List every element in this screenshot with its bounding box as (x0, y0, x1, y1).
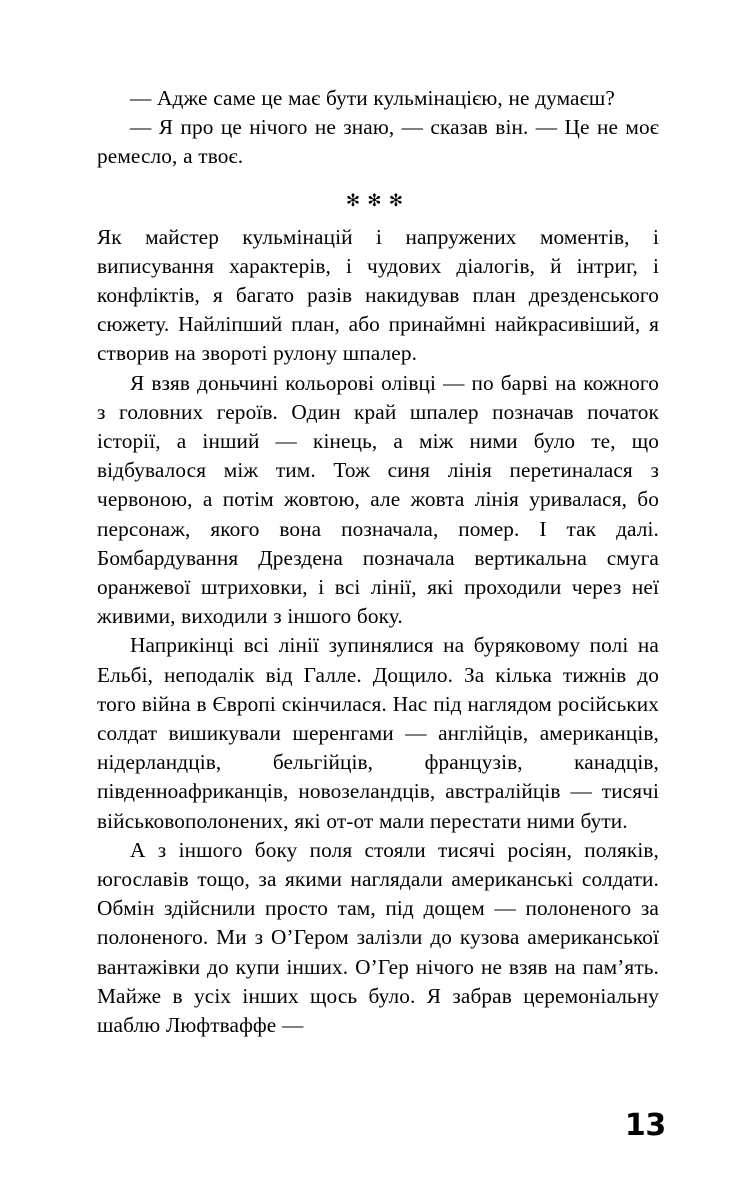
page-number: 13 (624, 1108, 666, 1143)
asterisk-icon: ✻ (367, 190, 389, 210)
asterisk-icon: ✻ (388, 190, 411, 210)
dialogue-line: — Я про це нічого не знаю, — сказав він. — Це не моє ремесло, а твоє. (97, 115, 659, 169)
body-paragraph: А з іншого боку поля стояли тисячі росіян, поляків, югославів тощо, за якими наглядали американські солдати. Обмін здійснили просто там, під дощем — полоненого за полоненого. Ми з О’Гером залізли до кузова американської вантажівки до купи інших. О’Гер нічого не взяв на пам’ять. Майже в усіх інших щось було. Я забрав церемоніальну шаблю Люфтваффе — (97, 837, 659, 1038)
dialogue-line: — Адже саме це має бути кульмінацією, не думаєш? (130, 86, 615, 110)
asterisk-icon: ✻ (345, 190, 368, 210)
text-column (97, 84, 659, 1040)
body-paragraph: Я взяв доньчині кольорові олівці — по барві на кожного з головних героїв. Один край шпалер позначав початок історії, а інший — кінець, а між ними було те, що відбувалося між тим. Тож синя лінія перетиналася з червоною, а потім жовтою, але жовта лінія уривалася, бо персонаж, якого вона позначала, помер. І так далі. Бомбардування Дрездена позначала вертикальна смуга оранжевої штриховки, і всі лінії, які проходили через неї живими, виходили з іншого боку. (97, 370, 659, 629)
dialogue-block (97, 84, 659, 172)
body-paragraph: Як майстер кульмінацій і напружених моментів, і виписування характерів, і чудових діалогів, й інтриг, і конфліктів, я багато разів накидував план дрезденського сюжету. Найліпший план, або принаймні найкрасивіший, я створив на звороті рулону шпалер. (97, 224, 659, 366)
scene-break-divider (97, 172, 659, 222)
body-paragraph: Наприкінці всі лінії зупинялися на буряковому полі на Ельбі, неподалік від Галле. Дощило. За кілька тижнів до того війна в Європі скінчилася. Нас під наглядом російських солдат вишикували шеренгами — англійців, американців, нідерландців, бельгійців, французів, канадців, південноафриканців, новозеландців, австралійців — тисячі військовополонених, які от-от мали перестати ними бути. (97, 633, 659, 833)
